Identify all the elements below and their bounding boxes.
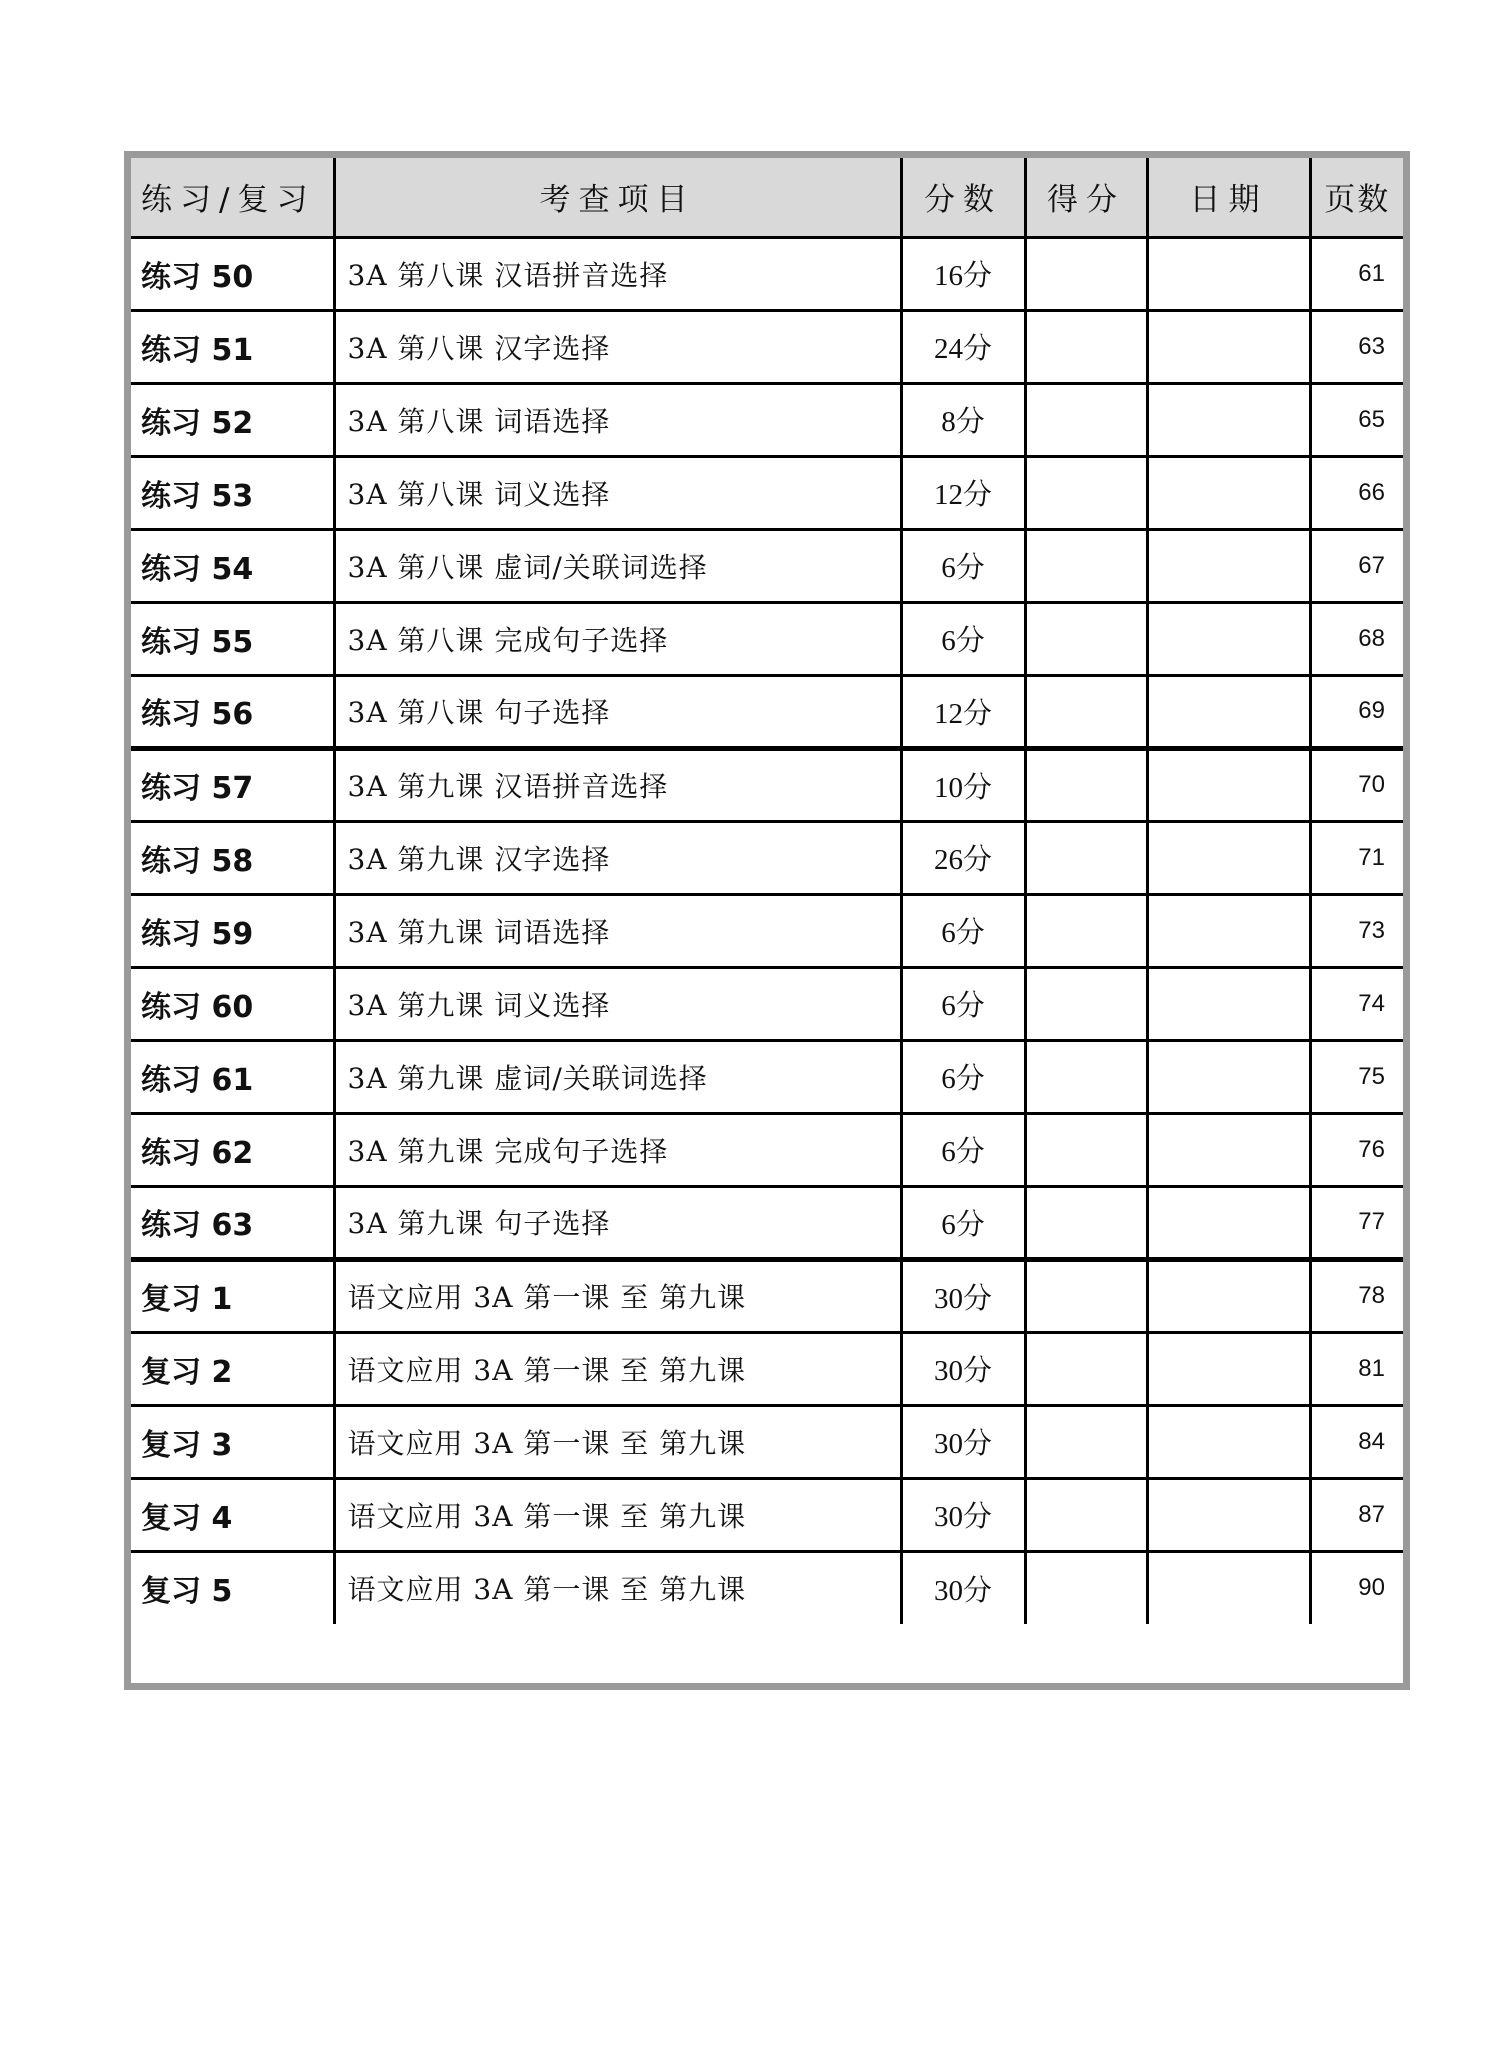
page-number-cell: 66 xyxy=(1310,456,1403,529)
exercise-label: 练习 51 xyxy=(131,310,334,383)
page-number-cell: 69 xyxy=(1310,675,1403,748)
page-number-cell: 81 xyxy=(1310,1332,1403,1405)
exercise-label: 练习 56 xyxy=(131,675,334,748)
obtained-score-cell[interactable] xyxy=(1025,1478,1147,1551)
header-exercise: 练习/复习 xyxy=(131,158,334,237)
obtained-score-cell[interactable] xyxy=(1025,383,1147,456)
topic-cell: 3A 第九课 词义选择 xyxy=(334,967,901,1040)
obtained-score-cell[interactable] xyxy=(1025,456,1147,529)
date-cell[interactable] xyxy=(1147,310,1310,383)
topic-cell: 3A 第八课 完成句子选择 xyxy=(334,602,901,675)
obtained-score-cell[interactable] xyxy=(1025,1259,1147,1332)
topic-cell: 3A 第九课 汉语拼音选择 xyxy=(334,748,901,821)
page-number-cell: 75 xyxy=(1310,1040,1403,1113)
page-number-cell: 61 xyxy=(1310,237,1403,310)
date-cell[interactable] xyxy=(1147,602,1310,675)
date-cell[interactable] xyxy=(1147,1332,1310,1405)
page-number-cell: 78 xyxy=(1310,1259,1403,1332)
exercise-label: 练习 52 xyxy=(131,383,334,456)
progress-table-frame xyxy=(124,151,1410,1690)
table-row xyxy=(131,456,1403,529)
topic-cell: 3A 第九课 词语选择 xyxy=(334,894,901,967)
obtained-score-cell[interactable] xyxy=(1025,1113,1147,1186)
exercise-label: 复习 3 xyxy=(131,1405,334,1478)
exercise-label: 练习 53 xyxy=(131,456,334,529)
page-number-cell: 77 xyxy=(1310,1186,1403,1259)
full-score-cell: 8分 xyxy=(901,383,1025,456)
topic-cell: 3A 第八课 虚词/关联词选择 xyxy=(334,529,901,602)
topic-cell: 3A 第九课 完成句子选择 xyxy=(334,1113,901,1186)
full-score-cell: 30分 xyxy=(901,1478,1025,1551)
full-score-cell: 26分 xyxy=(901,821,1025,894)
full-score-cell: 30分 xyxy=(901,1405,1025,1478)
exercise-label: 复习 4 xyxy=(131,1478,334,1551)
full-score-cell: 6分 xyxy=(901,1040,1025,1113)
obtained-score-cell[interactable] xyxy=(1025,237,1147,310)
obtained-score-cell[interactable] xyxy=(1025,821,1147,894)
exercise-label: 练习 50 xyxy=(131,237,334,310)
page-number-cell: 73 xyxy=(1310,894,1403,967)
page-number-cell: 84 xyxy=(1310,1405,1403,1478)
topic-cell: 语文应用 3A 第一课 至 第九课 xyxy=(334,1478,901,1551)
page-number-cell: 71 xyxy=(1310,821,1403,894)
topic-cell: 3A 第八课 汉语拼音选择 xyxy=(334,237,901,310)
table-row xyxy=(131,310,1403,383)
exercise-label: 练习 58 xyxy=(131,821,334,894)
obtained-score-cell[interactable] xyxy=(1025,748,1147,821)
exercise-label: 练习 63 xyxy=(131,1186,334,1259)
exercise-label: 练习 54 xyxy=(131,529,334,602)
exercise-label: 练习 60 xyxy=(131,967,334,1040)
full-score-cell: 30分 xyxy=(901,1259,1025,1332)
page-number-cell: 90 xyxy=(1310,1551,1403,1624)
header-obtained-score: 得分 xyxy=(1025,158,1147,237)
obtained-score-cell[interactable] xyxy=(1025,675,1147,748)
full-score-cell: 6分 xyxy=(901,894,1025,967)
table-row xyxy=(131,821,1403,894)
header-date: 日期 xyxy=(1147,158,1310,237)
obtained-score-cell[interactable] xyxy=(1025,1405,1147,1478)
topic-cell: 3A 第九课 句子选择 xyxy=(334,1186,901,1259)
table-row xyxy=(131,1405,1403,1478)
page-number-cell: 74 xyxy=(1310,967,1403,1040)
date-cell[interactable] xyxy=(1147,675,1310,748)
table-row xyxy=(131,383,1403,456)
page-number-cell: 65 xyxy=(1310,383,1403,456)
full-score-cell: 12分 xyxy=(901,675,1025,748)
full-score-cell: 16分 xyxy=(901,237,1025,310)
header-full-score: 分数 xyxy=(901,158,1025,237)
topic-cell: 3A 第九课 虚词/关联词选择 xyxy=(334,1040,901,1113)
table-body xyxy=(131,237,1403,1624)
topic-cell: 3A 第八课 句子选择 xyxy=(334,675,901,748)
header-row xyxy=(131,158,1403,237)
date-cell[interactable] xyxy=(1147,1551,1310,1624)
exercise-label: 复习 1 xyxy=(131,1259,334,1332)
date-cell[interactable] xyxy=(1147,529,1310,602)
full-score-cell: 30分 xyxy=(901,1551,1025,1624)
topic-cell: 语文应用 3A 第一课 至 第九课 xyxy=(334,1551,901,1624)
obtained-score-cell[interactable] xyxy=(1025,310,1147,383)
full-score-cell: 12分 xyxy=(901,456,1025,529)
exercise-label: 练习 62 xyxy=(131,1113,334,1186)
full-score-cell: 6分 xyxy=(901,529,1025,602)
table-row xyxy=(131,1186,1403,1259)
exercise-label: 练习 55 xyxy=(131,602,334,675)
full-score-cell: 10分 xyxy=(901,748,1025,821)
date-cell[interactable] xyxy=(1147,1040,1310,1113)
topic-cell: 3A 第八课 词义选择 xyxy=(334,456,901,529)
topic-cell: 语文应用 3A 第一课 至 第九课 xyxy=(334,1332,901,1405)
obtained-score-cell[interactable] xyxy=(1025,1040,1147,1113)
full-score-cell: 6分 xyxy=(901,1186,1025,1259)
table-row xyxy=(131,529,1403,602)
table-row xyxy=(131,1040,1403,1113)
obtained-score-cell[interactable] xyxy=(1025,1186,1147,1259)
date-cell[interactable] xyxy=(1147,748,1310,821)
date-cell[interactable] xyxy=(1147,383,1310,456)
obtained-score-cell[interactable] xyxy=(1025,602,1147,675)
topic-cell: 3A 第九课 汉字选择 xyxy=(334,821,901,894)
date-cell[interactable] xyxy=(1147,894,1310,967)
obtained-score-cell[interactable] xyxy=(1025,894,1147,967)
table-row xyxy=(131,1478,1403,1551)
date-cell[interactable] xyxy=(1147,456,1310,529)
obtained-score-cell[interactable] xyxy=(1025,1332,1147,1405)
full-score-cell: 30分 xyxy=(901,1332,1025,1405)
date-cell[interactable] xyxy=(1147,821,1310,894)
page-number-cell: 87 xyxy=(1310,1478,1403,1551)
date-cell[interactable] xyxy=(1147,1405,1310,1478)
date-cell[interactable] xyxy=(1147,1478,1310,1551)
table-row xyxy=(131,1259,1403,1332)
date-cell[interactable] xyxy=(1147,1186,1310,1259)
obtained-score-cell[interactable] xyxy=(1025,1551,1147,1624)
page-number-cell: 76 xyxy=(1310,1113,1403,1186)
full-score-cell: 6分 xyxy=(901,967,1025,1040)
progress-table xyxy=(131,158,1403,1624)
page-number-cell: 68 xyxy=(1310,602,1403,675)
date-cell[interactable] xyxy=(1147,967,1310,1040)
topic-cell: 语文应用 3A 第一课 至 第九课 xyxy=(334,1259,901,1332)
table-row xyxy=(131,1332,1403,1405)
page-number-cell: 67 xyxy=(1310,529,1403,602)
page-number-cell: 70 xyxy=(1310,748,1403,821)
table-row xyxy=(131,748,1403,821)
date-cell[interactable] xyxy=(1147,1259,1310,1332)
exercise-label: 练习 61 xyxy=(131,1040,334,1113)
table-row xyxy=(131,675,1403,748)
full-score-cell: 6分 xyxy=(901,602,1025,675)
date-cell[interactable] xyxy=(1147,1113,1310,1186)
table-row xyxy=(131,237,1403,310)
topic-cell: 3A 第八课 汉字选择 xyxy=(334,310,901,383)
full-score-cell: 6分 xyxy=(901,1113,1025,1186)
table-row xyxy=(131,602,1403,675)
date-cell[interactable] xyxy=(1147,237,1310,310)
full-score-cell: 24分 xyxy=(901,310,1025,383)
table-row xyxy=(131,894,1403,967)
page-number-cell: 63 xyxy=(1310,310,1403,383)
exercise-label: 复习 2 xyxy=(131,1332,334,1405)
header-topic: 考查项目 xyxy=(334,158,901,237)
table-row xyxy=(131,1113,1403,1186)
exercise-label: 练习 57 xyxy=(131,748,334,821)
exercise-label: 复习 5 xyxy=(131,1551,334,1624)
obtained-score-cell[interactable] xyxy=(1025,967,1147,1040)
obtained-score-cell[interactable] xyxy=(1025,529,1147,602)
table-row xyxy=(131,967,1403,1040)
header-page: 页数 xyxy=(1310,158,1403,237)
exercise-label: 练习 59 xyxy=(131,894,334,967)
topic-cell: 3A 第八课 词语选择 xyxy=(334,383,901,456)
topic-cell: 语文应用 3A 第一课 至 第九课 xyxy=(334,1405,901,1478)
table-row xyxy=(131,1551,1403,1624)
